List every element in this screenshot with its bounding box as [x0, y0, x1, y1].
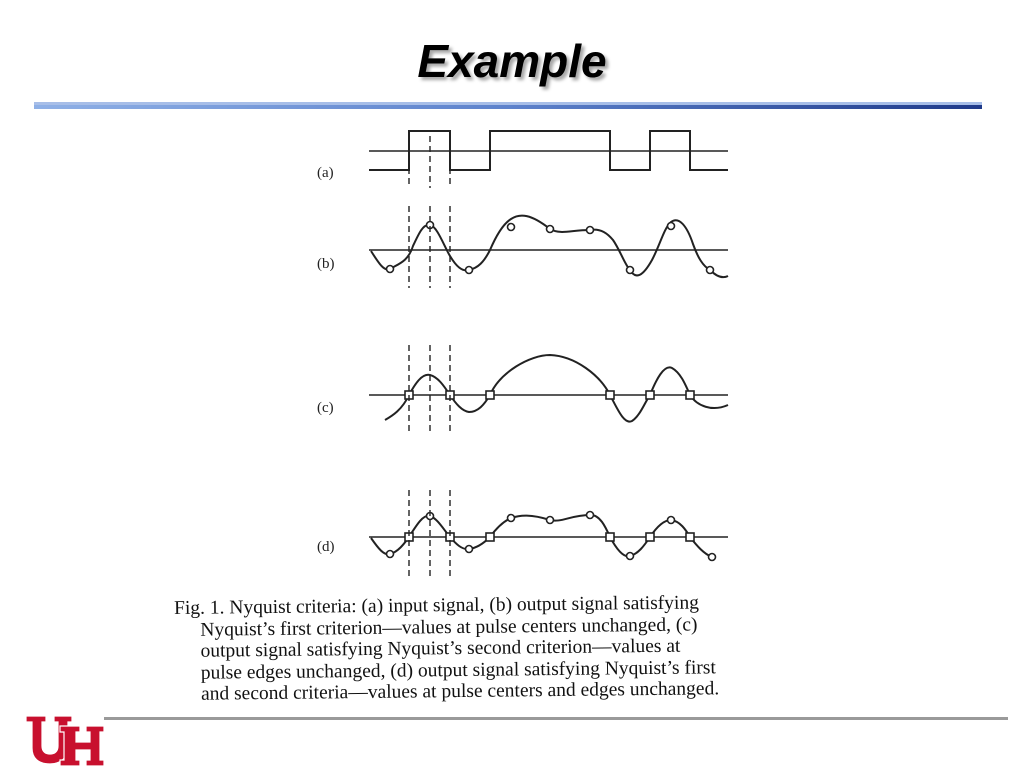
caption-line-1: Fig. 1. Nyquist criteria: (a) input signal, (b) output signal satisfying	[174, 592, 700, 619]
caption-line-3: output signal satisfying Nyquist’s second criterion—values at	[200, 635, 681, 662]
panel-c-output-signal	[369, 355, 728, 422]
footer-divider	[104, 717, 1008, 720]
panel-label-a: (a)	[317, 165, 334, 181]
caption-line-5: and second criteria—values at pulse centers and edges unchanged.	[200, 678, 720, 705]
caption-line-2: Nyquist’s first criterion—values at pulse centers unchanged, (c)	[200, 614, 698, 641]
figure-caption	[174, 591, 885, 706]
slide-title: Example	[417, 35, 607, 87]
uh-logo	[24, 712, 104, 768]
panel-label-c: (c)	[317, 400, 334, 416]
panel-label-d: (d)	[317, 539, 335, 555]
panel-c-waveform	[385, 355, 728, 422]
dashed-guides	[409, 136, 450, 578]
caption-line-4: pulse edges unchanged, (d) output signal satisfying Nyquist’s first	[200, 656, 716, 684]
panel-a-input-signal	[369, 131, 728, 170]
panel-d-output-signal	[369, 512, 728, 561]
panel-b-output-signal	[369, 216, 728, 278]
panel-label-b: (b)	[317, 256, 335, 272]
panel-d-waveform	[371, 515, 712, 557]
